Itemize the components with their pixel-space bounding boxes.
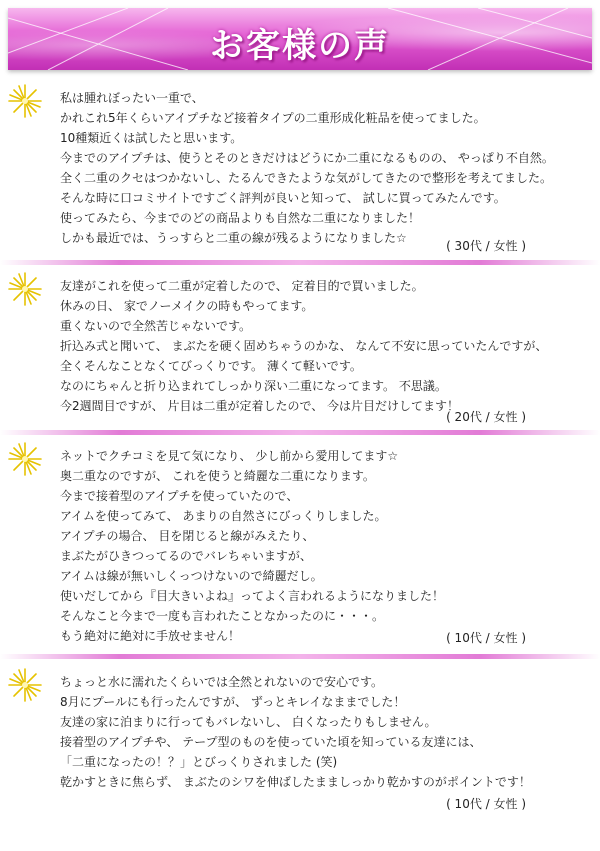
text-line: 折込み式と聞いて、 まぶたを硬く固めちゃうのかな、 なんて不安に思っていたんですが、	[60, 339, 548, 353]
text-line: 休みの日、 家でノーメイクの時もやってます。	[60, 299, 314, 313]
text-line: そんなこと今まで一度も言われたことなかったのに・・・。	[60, 609, 385, 623]
testimonial-text	[60, 446, 590, 646]
text-line: 奥二重なのですが、 これを使うと綺麗な二重になります。	[60, 469, 375, 483]
text-line: そんな時に口コミサイトですごく評判が良いと知って、 試しに買ってみたんです。	[60, 191, 506, 205]
text-line: 使いだしてから『目大きいよね』ってよく言われるようになりました！	[60, 589, 445, 603]
text-line: しかも最近では、うっすらと二重の線が残るようになりました☆	[60, 231, 407, 245]
title-banner	[8, 8, 592, 70]
section-divider	[0, 260, 600, 265]
text-line: アイムは線が無いしくっつけないので綺麗だし。	[60, 569, 323, 583]
testimonial-text	[60, 88, 590, 248]
page-title: お客様の声	[210, 26, 390, 66]
sparkle-icon	[8, 272, 42, 306]
testimonial-4	[0, 664, 600, 844]
text-line: もう絶対に絶対に手放せません！	[60, 629, 241, 643]
text-line: なのにちゃんと折り込まれてしっかり深い二重になってます。 不思議。	[60, 379, 447, 393]
text-line: ちょっと水に濡れたくらいでは全然とれないので安心です。	[60, 675, 384, 689]
testimonial-3	[0, 438, 600, 650]
text-line: 全く二重のクセはつかないし、たるんできたような気がしてきたので整形を考えてました。	[60, 171, 553, 185]
testimonial-1	[0, 80, 600, 258]
text-line: アイムを使ってみて、 あまりの自然さにびっくりしました。	[60, 509, 387, 523]
text-line: 重くないので全然苦じゃないです。	[60, 319, 252, 333]
testimonial-2	[0, 268, 600, 438]
text-line: 今2週間目ですが、 片目は二重が定着したので、 今は片目だけしてます！	[60, 399, 460, 413]
text-line: ネットでクチコミを見て気になり、 少し前から愛用してます☆	[60, 449, 399, 463]
attribution: ( 10代 / 女性 )	[446, 631, 526, 645]
sparkle-icon	[8, 668, 42, 702]
text-line: 使ってみたら、今までのどの商品よりも自然な二重になりました！	[60, 211, 421, 225]
text-line: 乾かすときに焦らず、 まぶたのシワを伸ばしたまましっかり乾かすのがポイントです！	[60, 775, 531, 789]
text-line: まぶたがひきつってるのでバレちゃいますが、	[60, 549, 312, 563]
section-divider	[0, 430, 600, 435]
text-line: 8月にプールにも行ったんですが、 ずっとキレイなままでした！	[60, 695, 406, 709]
text-line: かれこれ5年くらいアイプチなど接着タイプの二重形成化粧品を使ってました。	[60, 111, 486, 125]
testimonial-text	[60, 276, 590, 416]
section-divider	[0, 654, 600, 659]
attribution: ( 20代 / 女性 )	[446, 410, 526, 424]
text-line: 今までのアイプチは、使うとそのときだけはどうにか二重になるものの、 やっぱり不自然。	[60, 151, 554, 165]
sparkle-icon	[8, 442, 42, 476]
text-line: 友達がこれを使って二重が定着したので、 定着目的で買いました。	[60, 279, 424, 293]
text-line: 接着型のアイプチや、 テープ型のものを使っていた頃を知っている友達には、	[60, 735, 482, 749]
sparkle-icon	[8, 84, 42, 118]
text-line: アイプチの場合、 目を閉じると線がみえたり、	[60, 529, 315, 543]
text-line: 「二重になったの！？」とびっくりされました (笑)	[60, 755, 338, 769]
text-line: 友達の家に泊まりに行ってもバレないし、 白くなったりもしません。	[60, 715, 437, 729]
text-line: 私は腫れぼったい一重で、	[60, 91, 204, 105]
text-line: 10種類近くは試したと思います。	[60, 131, 243, 145]
attribution: ( 30代 / 女性 )	[446, 239, 526, 253]
text-line: 全くそんなことなくてびっくりです。 薄くて軽いです。	[60, 359, 362, 373]
text-line: 今まで接着型のアイプチを使っていたので、	[60, 489, 299, 503]
testimonial-text	[60, 672, 590, 792]
attribution: ( 10代 / 女性 )	[446, 797, 526, 811]
